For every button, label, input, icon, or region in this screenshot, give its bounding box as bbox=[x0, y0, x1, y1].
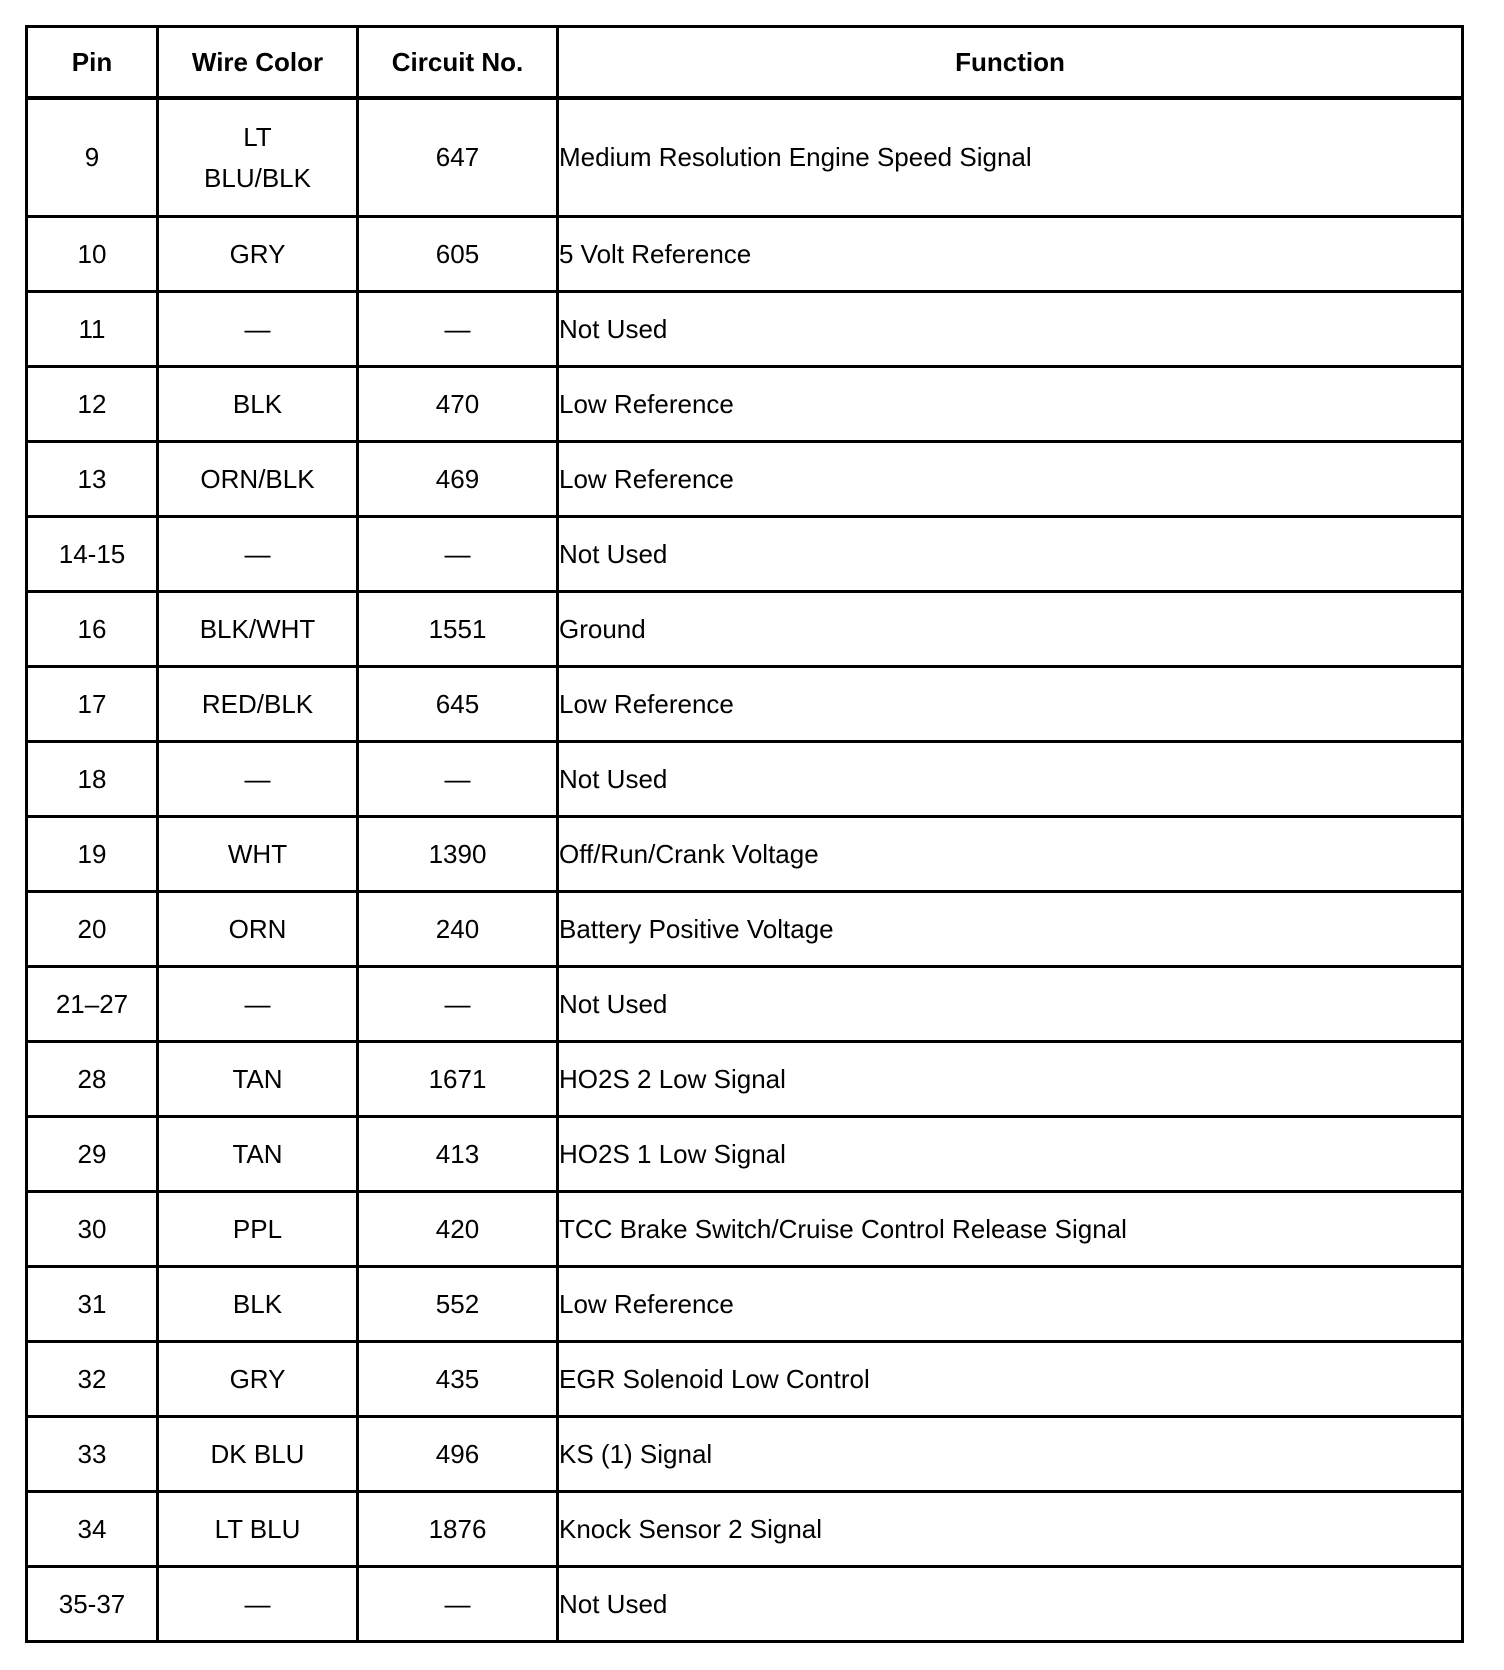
function-cell: Medium Resolution Engine Speed Signal bbox=[558, 98, 1463, 217]
wire-color-cell: — bbox=[158, 967, 358, 1042]
function-cell: KS (1) Signal bbox=[558, 1417, 1463, 1492]
circuit-cell: 240 bbox=[358, 892, 558, 967]
circuit-cell: 552 bbox=[358, 1267, 558, 1342]
pin-cell: 21–27 bbox=[27, 967, 158, 1042]
wire-color-cell: — bbox=[158, 1567, 358, 1642]
wire-color-cell: DK BLU bbox=[158, 1417, 358, 1492]
circuit-cell: — bbox=[358, 967, 558, 1042]
table-row bbox=[27, 292, 1463, 367]
function-cell: EGR Solenoid Low Control bbox=[558, 1342, 1463, 1417]
table-row bbox=[27, 1192, 1463, 1267]
table-row bbox=[27, 892, 1463, 967]
table-row bbox=[27, 442, 1463, 517]
table-row bbox=[27, 98, 1463, 217]
circuit-cell: — bbox=[358, 742, 558, 817]
function-cell: 5 Volt Reference bbox=[558, 217, 1463, 292]
circuit-cell: 435 bbox=[358, 1342, 558, 1417]
circuit-cell: 1551 bbox=[358, 592, 558, 667]
header-circuit-no: Circuit No. bbox=[358, 27, 558, 99]
wire-color-cell: BLK bbox=[158, 1267, 358, 1342]
wire-color-line: BLU/BLK bbox=[204, 162, 311, 193]
circuit-cell: — bbox=[358, 292, 558, 367]
pin-cell: 19 bbox=[27, 817, 158, 892]
pin-cell: 13 bbox=[27, 442, 158, 517]
circuit-cell: 1390 bbox=[358, 817, 558, 892]
circuit-cell: 1671 bbox=[358, 1042, 558, 1117]
pinout-table bbox=[25, 25, 1464, 1643]
function-cell: HO2S 1 Low Signal bbox=[558, 1117, 1463, 1192]
pin-cell: 31 bbox=[27, 1267, 158, 1342]
pin-cell: 20 bbox=[27, 892, 158, 967]
pin-cell: 14-15 bbox=[27, 517, 158, 592]
function-cell: Low Reference bbox=[558, 1267, 1463, 1342]
pin-cell: 12 bbox=[27, 367, 158, 442]
function-cell: Ground bbox=[558, 592, 1463, 667]
pin-cell: 29 bbox=[27, 1117, 158, 1192]
circuit-cell: — bbox=[358, 1567, 558, 1642]
wire-color-cell: — bbox=[158, 292, 358, 367]
wire-color-cell: BLK bbox=[158, 367, 358, 442]
pin-cell: 35-37 bbox=[27, 1567, 158, 1642]
wire-color-cell: BLK/WHT bbox=[158, 592, 358, 667]
wire-color-cell: — bbox=[158, 517, 358, 592]
function-cell: Not Used bbox=[558, 1567, 1463, 1642]
table-row bbox=[27, 667, 1463, 742]
header-function: Function bbox=[558, 27, 1463, 99]
table-row bbox=[27, 817, 1463, 892]
wire-color-cell: TAN bbox=[158, 1117, 358, 1192]
table-row bbox=[27, 1492, 1463, 1567]
function-cell: Battery Positive Voltage bbox=[558, 892, 1463, 967]
pin-cell: 32 bbox=[27, 1342, 158, 1417]
table-row bbox=[27, 217, 1463, 292]
circuit-cell: 470 bbox=[358, 367, 558, 442]
wire-color-cell: GRY bbox=[158, 1342, 358, 1417]
table-row bbox=[27, 1567, 1463, 1642]
pin-cell: 18 bbox=[27, 742, 158, 817]
function-cell: Low Reference bbox=[558, 667, 1463, 742]
pin-cell: 16 bbox=[27, 592, 158, 667]
header-pin: Pin bbox=[27, 27, 158, 99]
header-row bbox=[27, 27, 1463, 99]
table-row bbox=[27, 1117, 1463, 1192]
wire-color-cell: TAN bbox=[158, 1042, 358, 1117]
wire-color-cell: RED/BLK bbox=[158, 667, 358, 742]
pin-cell: 17 bbox=[27, 667, 158, 742]
circuit-cell: 413 bbox=[358, 1117, 558, 1192]
wire-color-cell: WHT bbox=[158, 817, 358, 892]
table-row bbox=[27, 742, 1463, 817]
function-cell: Knock Sensor 2 Signal bbox=[558, 1492, 1463, 1567]
table-row bbox=[27, 592, 1463, 667]
function-cell: Low Reference bbox=[558, 442, 1463, 517]
function-cell: TCC Brake Switch/Cruise Control Release Signal bbox=[558, 1192, 1463, 1267]
wire-color-cell: ORN bbox=[158, 892, 358, 967]
wire-color-cell: PPL bbox=[158, 1192, 358, 1267]
table-row bbox=[27, 1342, 1463, 1417]
circuit-cell: 1876 bbox=[358, 1492, 558, 1567]
pin-cell: 30 bbox=[27, 1192, 158, 1267]
pin-cell: 10 bbox=[27, 217, 158, 292]
pin-cell: 9 bbox=[27, 98, 158, 217]
header-wire-color: Wire Color bbox=[158, 27, 358, 99]
table-row bbox=[27, 367, 1463, 442]
circuit-cell: — bbox=[358, 517, 558, 592]
wire-color-cell: LT BLU bbox=[158, 1492, 358, 1567]
wire-color-cell: ORN/BLK bbox=[158, 442, 358, 517]
table-row bbox=[27, 1042, 1463, 1117]
wire-color-line: LT bbox=[243, 122, 272, 153]
table-row bbox=[27, 1267, 1463, 1342]
pin-cell: 11 bbox=[27, 292, 158, 367]
function-cell: HO2S 2 Low Signal bbox=[558, 1042, 1463, 1117]
table-row bbox=[27, 967, 1463, 1042]
wire-color-cell: GRY bbox=[158, 217, 358, 292]
function-cell: Not Used bbox=[558, 967, 1463, 1042]
pin-cell: 33 bbox=[27, 1417, 158, 1492]
function-cell: Not Used bbox=[558, 292, 1463, 367]
function-cell: Low Reference bbox=[558, 367, 1463, 442]
circuit-cell: 496 bbox=[358, 1417, 558, 1492]
circuit-cell: 645 bbox=[358, 667, 558, 742]
circuit-cell: 605 bbox=[358, 217, 558, 292]
wire-color-cell: — bbox=[158, 742, 358, 817]
function-cell: Off/Run/Crank Voltage bbox=[558, 817, 1463, 892]
circuit-cell: 420 bbox=[358, 1192, 558, 1267]
pin-cell: 28 bbox=[27, 1042, 158, 1117]
circuit-cell: 647 bbox=[358, 98, 558, 217]
table-row bbox=[27, 1417, 1463, 1492]
pin-cell: 34 bbox=[27, 1492, 158, 1567]
function-cell: Not Used bbox=[558, 742, 1463, 817]
table-row bbox=[27, 517, 1463, 592]
function-cell: Not Used bbox=[558, 517, 1463, 592]
circuit-cell: 469 bbox=[358, 442, 558, 517]
wire-color-cell bbox=[158, 98, 358, 217]
